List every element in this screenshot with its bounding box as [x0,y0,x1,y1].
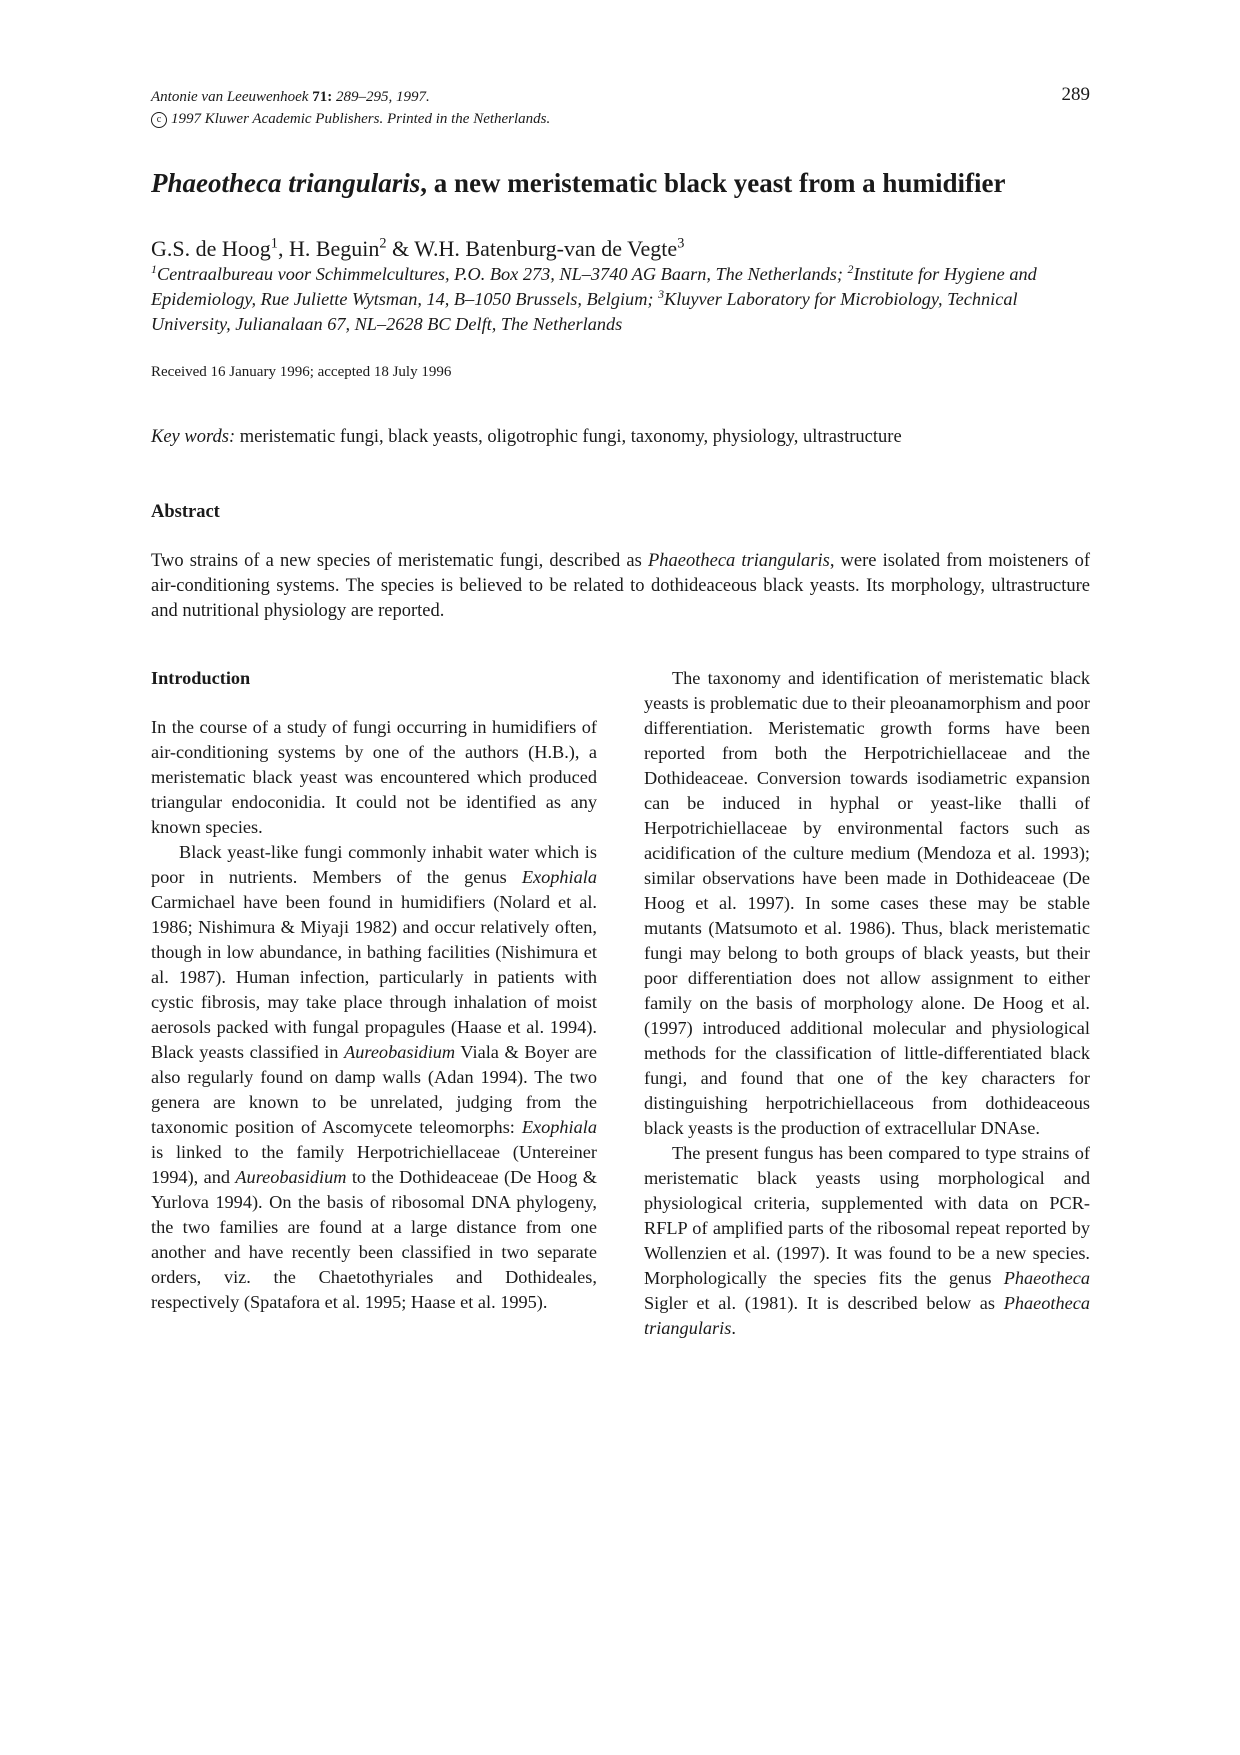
affil-text: Kluyver Laboratory for Microbiology, Technical University, Julianalaan 67, NL–2628 BC Delft, The Netherlands [151,289,1018,334]
genus-name: Aureobasidium [344,1042,456,1062]
genus-name: Phaeotheca [1003,1268,1090,1288]
paragraph-segment: Sigler et al. (1981). It is described below as [644,1293,1004,1313]
author-affil-mark: 1 [270,235,278,252]
keywords-label: Key words: [151,427,236,447]
citation-line [151,86,550,108]
paragraph-segment: The present fungus has been compared to type strains of meristematic black yeasts using morphological and physiological criteria, supplemented with data on PCR-RFLP of amplified parts of the ribosomal repeat reported by Wollenzien et al. (1997). It was found to be a new species. Morphologically the species fits the genus [644,1143,1090,1288]
introduction-heading: Introduction [151,668,251,688]
abstract-segment: Two strains of a new species of meristematic fungi, described as [151,551,648,571]
genus-name: Aureobasidium [235,1167,347,1187]
intro-paragraph-2 [151,840,597,1315]
left-column [151,666,597,1315]
paragraph-segment: is linked to the family Herpotrichiellaceae (Untereiner 1994), and [151,1142,597,1187]
author-name: & W.H. Batenburg-van de Vegte [386,236,678,261]
abstract-segment: , were isolated from moisteners of air-conditioning systems. The species is believed to be related to dothideaceous black yeasts. Its morphology, ultrastructure and nutritional physiology are reported. [151,551,1091,621]
affil-mark: 2 [847,261,854,276]
copyright-text: 1997 Kluwer Academic Publishers. Printed in the Netherlands. [171,111,551,127]
right-column [644,666,1090,1341]
journal-pages-year: 289–295, 1997. [335,89,430,105]
author-name: , H. Beguin [277,236,380,261]
paragraph-segment: . [731,1318,736,1338]
page-number: 289 [1061,84,1090,105]
paragraph-segment: Viala & Boyer are also regularly found on damp walls (Adan 1994). The two genera are known to be unrelated, judging from the taxonomic position of Ascomycete teleomorphs: [151,1042,597,1137]
paragraph-segment: Carmichael have been found in humidifiers (Nolard et al. 1986; Nishimura & Miyaji 1982) and occur relatively often, though in low abundance, in bathing facilities (Nishimura et al. 1987). Human infection, particularly in patients with cystic fibrosis, may take place through inhalation of moist aerosols packed with fungal propagules (Haase et al. 1994). Black yeasts classified in [151,892,597,1062]
title-species-name: Phaeotheca triangularis [151,168,421,198]
author-list [151,236,684,262]
affil-mark: 3 [658,286,664,301]
abstract-species-name: Phaeotheca triangularis [647,551,830,571]
journal-volume: 71: [312,89,333,105]
species-name: Phaeotheca triangularis [644,1293,1090,1338]
author-affil-mark: 3 [677,235,685,252]
abstract-heading: Abstract [151,502,220,522]
affil-mark: 1 [151,261,157,276]
copyright-line [151,108,550,130]
author-name: G.S. de Hoog [151,236,271,261]
genus-name: Exophiala [521,1117,597,1137]
affil-text: Centraalbureau voor Schimmelcultures, P.O. Box 273, NL–3740 AG Baarn, The Netherlands; [156,264,848,284]
keywords [151,427,902,448]
paper-title [151,168,1101,199]
affiliations [151,262,1091,337]
running-header [151,86,550,130]
intro-paragraph-3: The taxonomy and identification of meristematic black yeasts is problematic due to their pleoanamorphism and poor differentiation. Meristematic growth forms have been reported from both the Herpotrichiellaceae and the Dothideaceae. Conversion towards isodiametric expansion can be induced in hyphal or yeast-like thalli of Herpotrichiellaceae by environmental factors such as acidification of the culture medium (Mendoza et al. 1993); similar observations have been made in Dothideaceae (De Hoog et al. 1997). In some cases these may be stable mutants (Matsumoto et al. 1986). Thus, black meristematic fungi may belong to both groups of black yeasts, but their poor differentiation does not allow assignment to either family on the basis of morphology alone. De Hoog et al. (1997) introduced additional molecular and physiological methods for the classification of little-differentiated black fungi, and found that one of the key characters for distinguishing herpotrichiellaceous from dothideaceous black yeasts is the production of extracellular DNAse. [644,668,1090,1138]
journal-name: Antonie van Leeuwenhoek [151,89,309,105]
intro-paragraph-1: In the course of a study of fungi occurring in humidifiers of air-conditioning systems by one of the authors (H.B.), a meristematic black yeast was encountered which produced triangular endoconidia. It could not be identified as any known species. [151,717,597,837]
affil-text: Institute for Hygiene and Epidemiology, Rue Juliette Wytsman, 14, B–1050 Brussels, Belgium; [151,264,1037,309]
author-affil-mark: 2 [379,235,387,252]
genus-name: Exophiala [521,867,597,887]
paragraph-segment: to the Dothideaceae (De Hoog & Yurlova 1994). On the basis of ribosomal DNA phylogeny, the two families are found at a large distance from one another and have recently been classified in two separate orders, viz. the Chaetothyriales and Dothideales, respectively (Spatafora et al. 1995; Haase et al. 1995). [151,1167,597,1312]
received-dates: Received 16 January 1996; accepted 18 July 1996 [151,364,452,380]
paragraph-segment: Black yeast-like fungi commonly inhabit water which is poor in nutrients. Members of the genus [151,842,597,887]
copyright-icon: c [151,112,167,128]
title-rest: , a new meristematic black yeast from a humidifier [420,168,1006,198]
intro-paragraph-4 [644,1141,1090,1341]
abstract-text [151,549,1090,624]
keywords-text: meristematic fungi, black yeasts, oligotrophic fungi, taxonomy, physiology, ultrastructure [235,427,902,447]
